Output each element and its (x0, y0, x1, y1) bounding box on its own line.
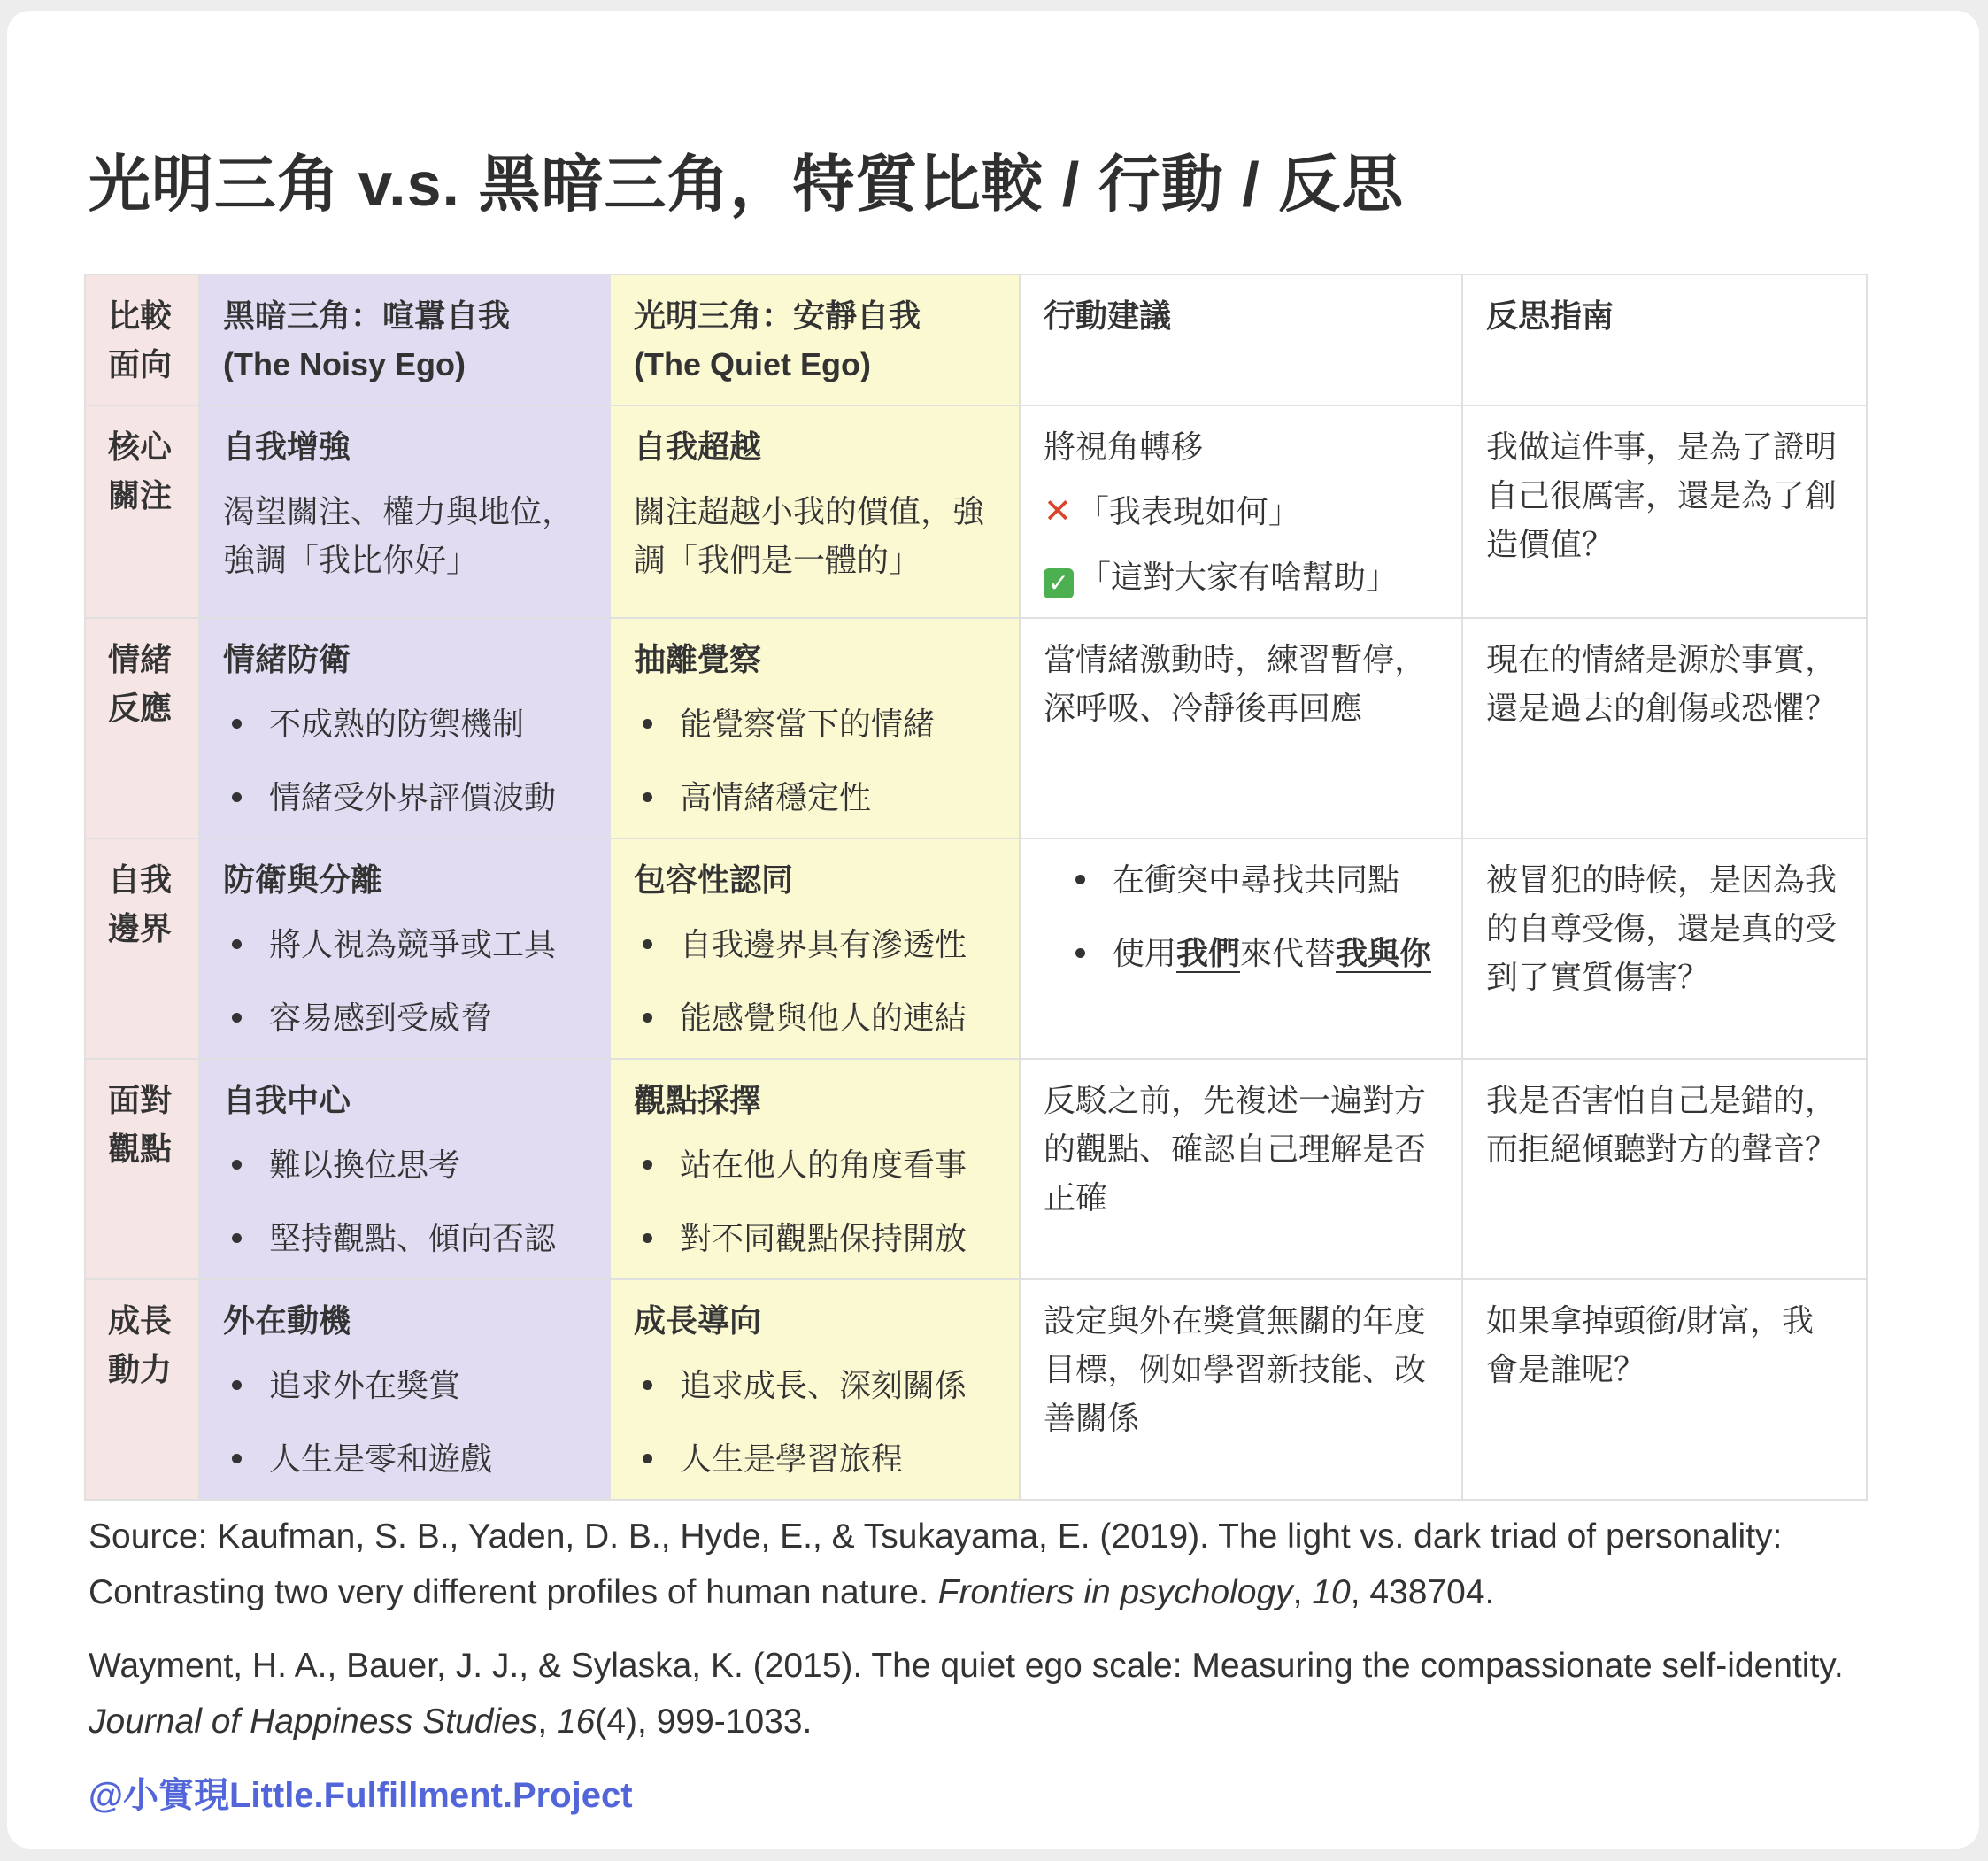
cross-mark-icon: ✕ (1044, 493, 1072, 530)
reference-journal: Journal of Happiness Studies (89, 1703, 538, 1741)
page-title: 光明三角 v.s. 黑暗三角，特質比較 / 行動 / 反思 (89, 150, 1405, 219)
header-light-line1: 光明三角：安靜自我 (634, 297, 921, 334)
action-cell: 反駁之前，先複述一遍對方的觀點、確認自己理解是否正確 (1020, 1059, 1462, 1279)
dark-trait-title: 自我中心 (223, 1082, 351, 1118)
aspect-cell (85, 618, 199, 838)
aspect-cell (85, 1279, 199, 1500)
list-item: 人生是零和遊戲 (269, 1434, 586, 1483)
dark-trait-title: 外在動機 (223, 1302, 351, 1339)
table-header-row (85, 274, 1867, 405)
list-item (1113, 929, 1438, 977)
list-item: 難以換位思考 (269, 1140, 586, 1189)
check-mark-icon: ✓ (1044, 568, 1074, 598)
list-item: 堅持觀點、傾向否認 (269, 1214, 586, 1263)
aspect-cell (85, 405, 199, 618)
header-aspect-line2: 面向 (108, 346, 173, 382)
list-item: 能感覺與他人的連結 (680, 993, 996, 1042)
light-trait-list (634, 1140, 996, 1263)
aspect-line1: 自我 (108, 861, 173, 898)
list-item: 對不同觀點保持開放 (680, 1214, 996, 1263)
aspect-line2: 動力 (108, 1351, 173, 1387)
list-item: 不成熟的防禦機制 (269, 699, 586, 748)
dark-trait-title: 自我增強 (223, 429, 351, 465)
aspect-line1: 情緒 (108, 641, 173, 677)
aspect-line2: 反應 (108, 690, 173, 726)
list-item: 情緒受外界評價波動 (269, 773, 586, 822)
light-trait-list (634, 1361, 996, 1483)
dark-trait-list (223, 1361, 586, 1483)
list-item: 追求外在獎賞 (269, 1361, 586, 1409)
list-item: 容易感到受威脅 (269, 993, 586, 1042)
reference-journal: Frontiers in psychology (937, 1573, 1293, 1611)
action-text: 來代替 (1240, 935, 1337, 971)
dark-cell (199, 838, 610, 1059)
light-cell (610, 618, 1020, 838)
action-text: 使用 (1113, 935, 1177, 971)
light-trait-title: 觀點採擇 (634, 1082, 762, 1118)
table-row (85, 1279, 1867, 1500)
aspect-line2: 邊界 (108, 910, 173, 946)
header-aspect (85, 274, 199, 405)
list-item: 自我邊界具有滲透性 (680, 920, 996, 969)
table-row (85, 405, 1867, 618)
list-item: 能覺察當下的情緒 (680, 699, 996, 748)
reference-pages: (4), 999-1033. (595, 1703, 813, 1741)
dark-cell (199, 1279, 610, 1500)
comparison-table (84, 274, 1868, 1501)
list-item: 追求成長、深刻關係 (680, 1361, 996, 1409)
dark-trait-list (223, 1140, 586, 1263)
light-cell (610, 1279, 1020, 1500)
reference-text: Wayment, H. A., Bauer, J. J., & Sylaska, K. (2015). The quiet ego scale: Measuring the compassionate self-identity. (89, 1647, 1844, 1685)
light-trait-title: 成長導向 (634, 1302, 762, 1339)
reference-text: Source: Kaufman, S. B., Yaden, D. B., Hyde, E., & Tsukayama, E. (2019). The light vs. dark triad of personality: Contrasting two very different profiles of human nature. (89, 1517, 1783, 1611)
header-light-triad (610, 274, 1020, 405)
action-list (1044, 855, 1438, 977)
action-intro: 將視角轉移 (1044, 429, 1204, 465)
header-dark-triad (199, 274, 610, 405)
reflect-cell: 我做這件事，是為了證明自己很厲害，還是為了創造價值？ (1462, 405, 1867, 618)
content-card (7, 11, 1979, 1849)
reference-sep: , (1292, 1573, 1313, 1611)
reference-pages: , 438704. (1350, 1573, 1495, 1611)
aspect-line1: 核心 (108, 429, 173, 465)
action-cell (1020, 838, 1462, 1059)
dark-trait-list (223, 920, 586, 1042)
light-cell (610, 1059, 1020, 1279)
header-dark-line1: 黑暗三角：喧囂自我 (223, 297, 511, 334)
dark-cell (199, 618, 610, 838)
reflect-cell: 被冒犯的時候，是因為我的自尊受傷，還是真的受到了實質傷害？ (1462, 838, 1867, 1059)
reflect-cell: 如果拿掉頭銜/財富，我會是誰呢？ (1462, 1279, 1867, 1500)
reference-volume: 16 (556, 1703, 596, 1741)
table-row (85, 618, 1867, 838)
action-good-example (1044, 552, 1438, 601)
aspect-cell (85, 838, 199, 1059)
dark-trait-list (223, 699, 586, 822)
dark-trait-title: 情緒防衛 (223, 641, 351, 677)
header-light-line2: (The Quiet Ego) (634, 346, 871, 382)
aspect-line1: 成長 (108, 1302, 173, 1339)
good-example-text: 「這對大家有啥幫助」 (1079, 559, 1399, 595)
light-trait-title: 包容性認同 (634, 861, 794, 898)
light-trait-list (634, 699, 996, 822)
reference-sep: , (537, 1703, 557, 1741)
action-cell: 當情緒激動時，練習暫停，深呼吸、冷靜後再回應 (1020, 618, 1462, 838)
dark-trait-title: 防衛與分離 (223, 861, 383, 898)
dark-trait-text: 渴望關注、權力與地位，強調「我比你好」 (223, 493, 574, 578)
light-trait-text: 關注超越小我的價值，強調「我們是一體的」 (634, 493, 985, 578)
action-bad-example (1044, 487, 1438, 537)
list-item: 在衝突中尋找共同點 (1113, 855, 1438, 904)
list-item: 站在他人的角度看事 (680, 1140, 996, 1189)
list-item: 將人視為競爭或工具 (269, 920, 586, 969)
light-cell (610, 405, 1020, 618)
aspect-line1: 面對 (108, 1082, 173, 1118)
action-cell: 設定與外在獎賞無關的年度目標，例如學習新技能、改善關係 (1020, 1279, 1462, 1500)
dark-cell (199, 405, 610, 618)
header-reflect: 反思指南 (1462, 274, 1867, 405)
list-item: 人生是學習旅程 (680, 1434, 996, 1483)
header-aspect-line1: 比較 (108, 297, 173, 334)
reflect-cell: 我是否害怕自己是錯的，而拒絕傾聽對方的聲音？ (1462, 1059, 1867, 1279)
author-handle: @小實現Little.Fulfillment.Project (89, 1776, 633, 1815)
reference-item (89, 1509, 1930, 1620)
emphasis-me-and-you: 我與你 (1336, 935, 1432, 971)
table-row (85, 838, 1867, 1059)
table-row (85, 1059, 1867, 1279)
reflect-cell: 現在的情緒是源於事實，還是過去的創傷或恐懼？ (1462, 618, 1867, 838)
emphasis-we: 我們 (1176, 935, 1241, 971)
aspect-line2: 關注 (108, 477, 173, 514)
action-cell (1020, 405, 1462, 618)
bad-example-text: 「我表現如何」 (1076, 493, 1300, 529)
light-trait-title: 抽離覺察 (634, 641, 762, 677)
aspect-cell (85, 1059, 199, 1279)
reference-volume: 10 (1312, 1573, 1351, 1611)
references (89, 1509, 1930, 1767)
light-trait-title: 自我超越 (634, 429, 762, 465)
light-trait-list (634, 920, 996, 1042)
aspect-line2: 觀點 (108, 1131, 173, 1167)
header-action: 行動建議 (1020, 274, 1462, 405)
dark-cell (199, 1059, 610, 1279)
light-cell (610, 838, 1020, 1059)
header-dark-line2: (The Noisy Ego) (223, 346, 466, 382)
list-item: 高情緒穩定性 (680, 773, 996, 822)
reference-item (89, 1638, 1930, 1749)
